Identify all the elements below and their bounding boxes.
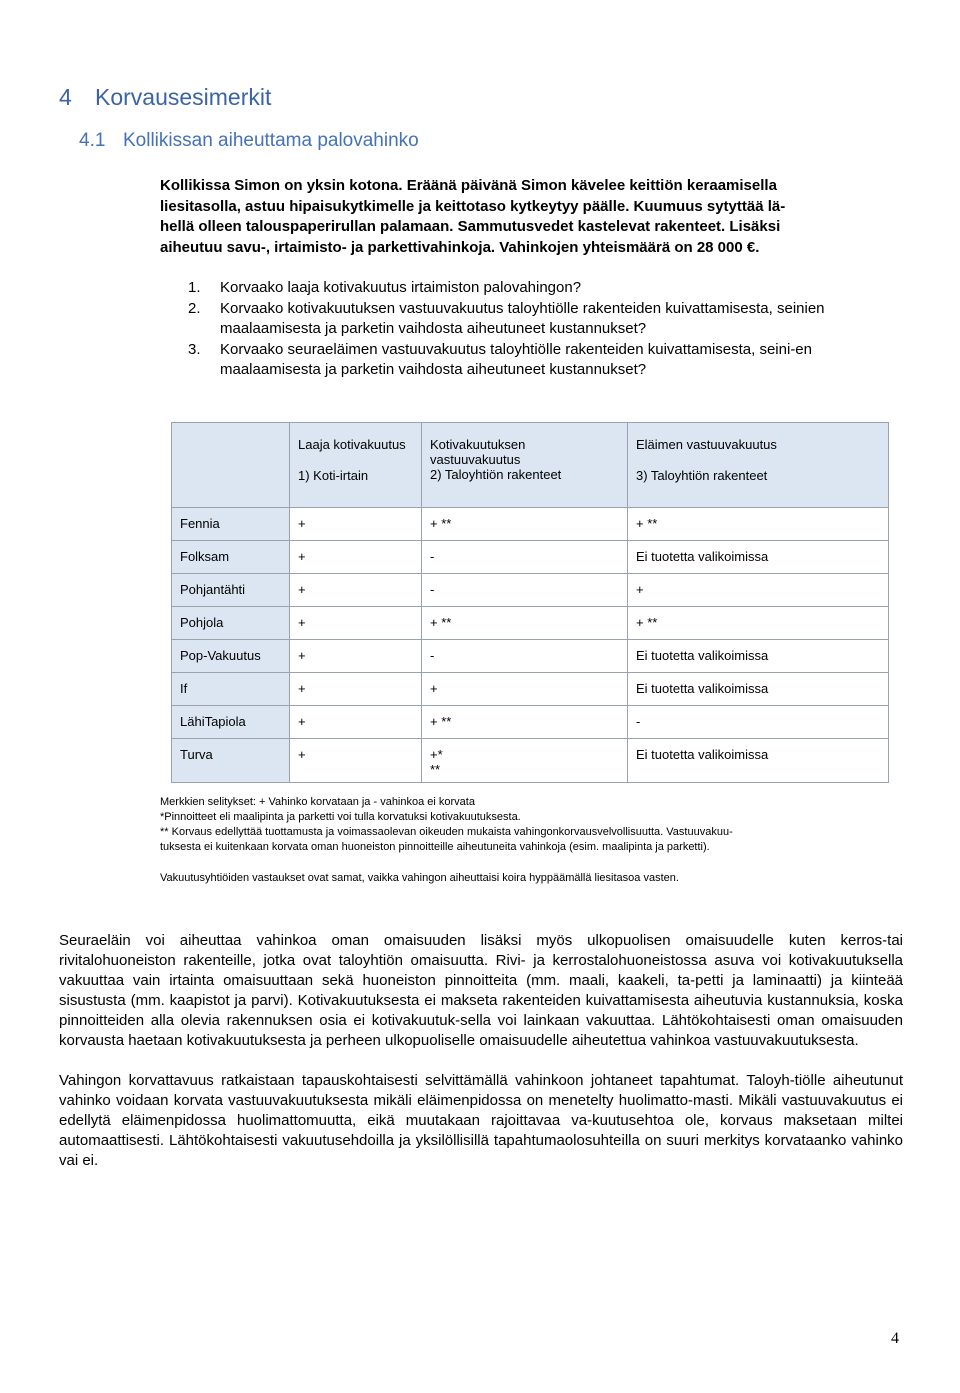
question-text: Korvaako kotivakuutuksen vastuuvakuutus taloyhtiölle rakenteiden kuivattamisesta, seinien maalaamisesta ja parketin vaihdosta aiheutuneet kustannukset?	[220, 300, 825, 337]
table-row	[172, 541, 889, 574]
cell-value: -	[422, 541, 628, 574]
paragraph: Vahingon korvattavuus ratkaistaan tapauskohtaisesti selvittämällä vahinkoon johtaneet tapahtumat. Taloyh-tiölle aiheutunut vahinko voidaan korvata vastuuvakuutuksesta mikäli eläimenpidossa on menetelty huolimatto-masti. Mikäli vastuuvakuutus ei edellytä eläimenpidossa huolimattomuutta, eikä muutakaan rajoittavaa va-kuutusehtoa ole, korvaus maksetaan miltei automaattisesti. Lähtökohtaisesti vakuutusehdoilla ja yksilöllisillä tapahtumaolosuhteilla on suuri merkitys korvataanko vahinko vai ei.	[59, 1072, 903, 1169]
company-name: LähiTapiola	[172, 706, 290, 739]
cell-value: + **	[628, 607, 889, 640]
header-subtitle: 3) Taloyhtiön rakenteet	[636, 468, 768, 483]
cell-value: Ei tuotetta valikoimissa	[628, 640, 889, 673]
comparison-table	[171, 422, 889, 783]
cell-value-line: **	[430, 762, 441, 777]
company-name: Pop-Vakuutus	[172, 640, 290, 673]
company-name: Turva	[172, 739, 290, 783]
cell-value: +	[290, 541, 422, 574]
table-row	[172, 574, 889, 607]
header-title: Kotivakuutuksen vastuuvakuutus	[430, 437, 526, 467]
page-number: 4	[891, 1330, 899, 1347]
question-text: Korvaako seuraeläimen vastuuvakuutus taloyhtiölle rakenteiden kuivattamisesta, seini-en maalaamisesta ja parketin vaihdosta aiheutuneet kustannukset?	[220, 341, 812, 378]
cell-value: +	[290, 607, 422, 640]
header-cell	[628, 423, 889, 508]
footnote: *Pinnoitteet eli maalipinta ja parketti voi tulla korvatuksi kotivakuutuksesta.	[160, 811, 521, 823]
table-row	[172, 673, 889, 706]
cell-value-line: +*	[430, 747, 443, 762]
chapter-number: 4	[59, 84, 72, 110]
chapter-heading	[59, 84, 271, 111]
section-title: Kollikissan aiheuttama palovahinko	[123, 130, 419, 151]
cell-value: -	[628, 706, 889, 739]
question-text: Korvaako laaja kotivakuutus irtaimiston palovahingon?	[220, 279, 582, 296]
cell-value: +	[290, 706, 422, 739]
cell-value	[422, 739, 628, 783]
cell-value: Ei tuotetta valikoimissa	[628, 739, 889, 783]
company-name: Folksam	[172, 541, 290, 574]
header-cell	[422, 423, 628, 508]
cell-value: +	[290, 673, 422, 706]
table-row	[172, 739, 889, 783]
cell-value: +	[290, 508, 422, 541]
story-line: liesitasolla, astuu hipaisukytkimelle ja keittotaso kytkeytyy päälle. Kuumuus sytyttää lä-	[160, 197, 786, 215]
question-list	[188, 278, 900, 381]
chapter-title: Korvausesimerkit	[95, 84, 272, 110]
table-row	[172, 706, 889, 739]
question-item	[188, 340, 900, 380]
cell-value: +	[422, 673, 628, 706]
paragraph: Seuraeläin voi aiheuttaa vahinkoa oman omaisuuden lisäksi myös ulkopuolisen omaisuudelle kuten kerros-tai rivitalohuoneiston rakenteille, jotka ovat taloyhtiön omaisuutta. Rivi- ja kerrostalohuoneistossa asuva voi kotivakuutuksella vakuuttaa vain irtainta omaisuuttaan sekä huoneiston pinnoitteita (mm. maali, kaakeli, ta-petti ja laminaatti) ja kiinteää sisustusta (mm. kaapistot ja parvi). Kotivakuutuksesta ei makseta rakenteiden kuivattamisesta aiheutuvia kustannuksia, koska pinnoitteiden alla olevia rakennuksen osia ei kotivakuutuk-sella voi lainkaan vakuuttaa. Lähtökohtaisesti oman omaisuuden korvausta haetaan kotivakuutuksesta ja perheen ulkopuoliselle omaisuudelle aiheutettua vahinkoa vastuuvakuutuksesta.	[59, 932, 903, 1049]
story-line: aiheutuu savu-, irtaimisto- ja parkettivahinkoja. Vahinkojen yhteismäärä on 28 000 €.	[160, 238, 760, 256]
cell-value: +	[290, 739, 422, 783]
header-cell	[290, 423, 422, 508]
header-subtitle: 2) Taloyhtiön rakenteet	[430, 467, 562, 482]
table-notes	[160, 795, 900, 886]
company-name: Pohjantähti	[172, 574, 290, 607]
footnote: Vakuutusyhtiöiden vastaukset ovat samat, vaikka vahingon aiheuttaisi koira hyppäämällä liesitasoa vasten.	[160, 872, 679, 884]
table-row	[172, 640, 889, 673]
legend-note: Merkkien selitykset: + Vahinko korvataan ja - vahinkoa ei korvata	[160, 796, 475, 808]
cell-value: Ei tuotetta valikoimissa	[628, 673, 889, 706]
cell-value: + **	[422, 508, 628, 541]
section-number: 4.1	[79, 130, 106, 151]
body-text	[59, 931, 903, 1191]
header-title: Eläimen vastuuvakuutus	[636, 437, 777, 452]
cell-value: +	[290, 574, 422, 607]
question-number: 3.	[188, 341, 201, 358]
cell-value: + **	[422, 607, 628, 640]
cell-value: -	[422, 574, 628, 607]
table-row	[172, 607, 889, 640]
company-name: Pohjola	[172, 607, 290, 640]
cell-value: + **	[422, 706, 628, 739]
footnote: ** Korvaus edellyttää tuottamusta ja voimassaolevan oikeuden mukaista vahingonkorvausvelvollisuutta. Vastuuvakuu-	[160, 826, 733, 838]
table-corner-cell	[172, 423, 290, 508]
header-subtitle: 1) Koti-irtain	[298, 468, 369, 483]
table-row	[172, 508, 889, 541]
cell-value: -	[422, 640, 628, 673]
cell-value: +	[290, 640, 422, 673]
question-item	[188, 278, 900, 298]
company-name: Fennia	[172, 508, 290, 541]
question-number: 2.	[188, 300, 201, 317]
story-line: Kollikissa Simon on yksin kotona. Eräänä päivänä Simon kävelee keittiön keraamisella	[160, 177, 777, 194]
story-line: hellä olleen talouspaperirullan palamaan. Sammutusvedet kastelevat rakenteet. Lisäksi	[160, 218, 781, 235]
footnote: tuksesta ei kuitenkaan korvata oman huoneiston pinnoitteille aiheutuneita vahinkoja (esim. maalipinta ja parketti).	[160, 841, 710, 853]
case-story	[160, 176, 900, 258]
section-heading	[79, 130, 419, 152]
question-item	[188, 299, 900, 339]
company-name: If	[172, 673, 290, 706]
cell-value: +	[628, 574, 889, 607]
cell-value: + **	[628, 508, 889, 541]
header-title: Laaja kotivakuutus	[298, 437, 406, 452]
question-number: 1.	[188, 279, 201, 296]
table-header-row	[172, 423, 889, 508]
cell-value: Ei tuotetta valikoimissa	[628, 541, 889, 574]
